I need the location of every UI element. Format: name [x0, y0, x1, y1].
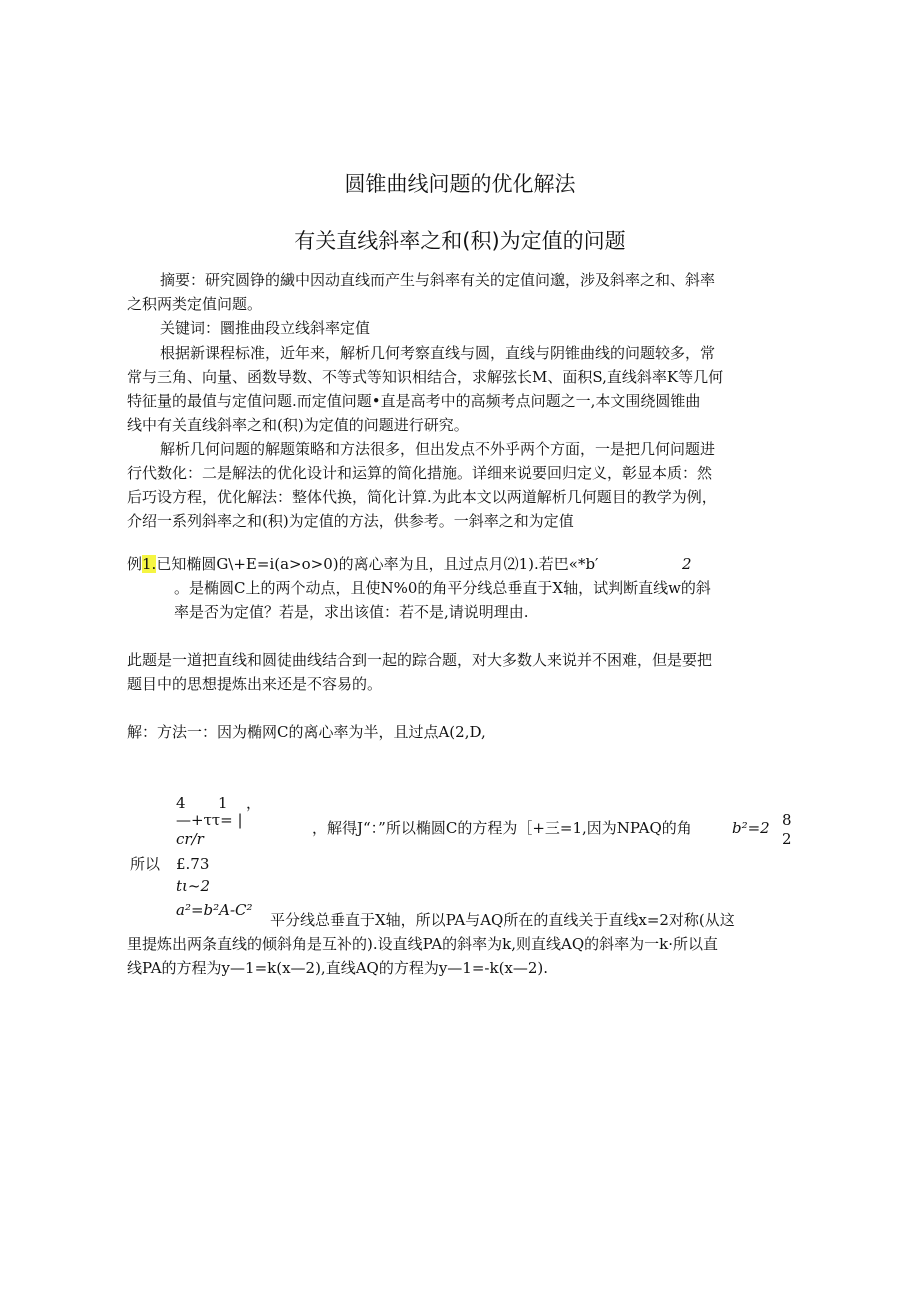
formula-mark: ，: [246, 794, 262, 812]
example-line-3: 率是否为定值？若是，求出该值：若不是,请说明理由.: [174, 603, 529, 621]
para1-line-4: 线中有关直线斜率之和(积)为定值的问题进行研究。: [127, 416, 469, 434]
para1-line-2: 常与三角、向量、函数导数、不等式等知识相结合，求解弦长M、面积S,直线斜率K等几何: [127, 368, 724, 386]
para1-line-1: 根据新课程标准，近年来，解析几何考察直线与圆，直线与阴锥曲线的问题较多，常: [160, 344, 716, 362]
final-line-1: 平分线总垂直于X轴，所以PA与AQ所在的直线关于直线x=2对称(从这: [270, 911, 735, 929]
page-title: 圆锥曲线问题的优化解法: [344, 172, 576, 196]
formula-eq-a: a²=b²A-C²: [176, 901, 253, 919]
keywords: 关键词：圜推曲段立线斜率定值: [160, 319, 371, 337]
comment-line-1: 此题是一道把直线和圆徒曲线结合到一起的踪合题，对大多数人来说并不困难，但是要把: [127, 651, 713, 669]
example-number: 1.: [142, 555, 157, 573]
formula-num-a: 4: [176, 794, 186, 812]
para2-line-2: 行代数化：二是解法的优化设计和运算的简化措施。详细来说要回归定义，彰显本质：然: [127, 464, 713, 482]
abstract-line-2: 之积两类定值问题。: [127, 295, 263, 313]
example-line-1-tail: 2: [682, 555, 692, 573]
para2-line-4: 介绍一系列斜率之和(积)为定值的方法，供参考。一斜率之和为定值: [127, 512, 574, 530]
formula-frac-bot: 2: [782, 830, 792, 848]
example-line-1: [127, 552, 598, 576]
final-line-2: 里提炼出两条直线的倾斜角是互补的).设直线PA的斜率为k,则直线AQ的斜率为一k·所以直: [127, 935, 719, 953]
abstract-line-1: 摘要：研究圆铮的繊中因动直线而产生与斜率有关的定值问邈，涉及斜率之和、斜率: [160, 271, 716, 289]
formula-frac-top: 8: [782, 811, 792, 829]
formula-val1: £.73: [176, 855, 210, 873]
formula-suoyi: 所以: [130, 855, 161, 873]
para1-line-3: 特征量的最值与定值问题.而定值问题•直是高考中的高频考点问题之一,本文围绕圆锥曲: [127, 392, 701, 410]
page-subtitle: 有关直线斜率之和(积)为定值的问题: [294, 229, 626, 253]
formula-bar-line: —+ττ= |: [176, 811, 243, 829]
formula-b2: b²=2: [732, 819, 770, 837]
formula-denom: cr/r: [176, 830, 204, 848]
para2-line-3: 后巧设方程，优化解法：整体代换，简化计算.为此本文以两道解析几何题目的教学为例，: [127, 488, 717, 506]
example-line-2: 。是椭圆C上的两个动点，且使N%0的角平分线总垂直于X轴，试判断直线w的斜: [174, 579, 711, 597]
formula-middle: ，解得J“：”所以椭圆C的方程为［+三=1,因为NPAQ的角: [312, 819, 692, 837]
solution-intro: 解：方法一：因为椭网C的离心率为半，且过点A(2,D,: [127, 723, 486, 741]
final-line-3: 线PA的方程为y—1=k(x—2),直线AQ的方程为y—1=-k(x—2).: [127, 959, 549, 977]
formula-val2: tι~2: [176, 877, 211, 895]
formula-num-b: 1: [218, 794, 228, 812]
example-prefix: 例: [127, 555, 143, 573]
example-line-1-rest: 已知椭圆G\+E=i(a>o>0)的离心率为且，且过点月⑵1).若巴«*b′: [156, 555, 599, 573]
comment-line-2: 题目中的思想提炼出来还是不容易的。: [127, 675, 383, 693]
para2-line-1: 解析几何问题的解题策略和方法很多，但出发点不外乎两个方面，一是把几何问题进: [160, 440, 716, 458]
